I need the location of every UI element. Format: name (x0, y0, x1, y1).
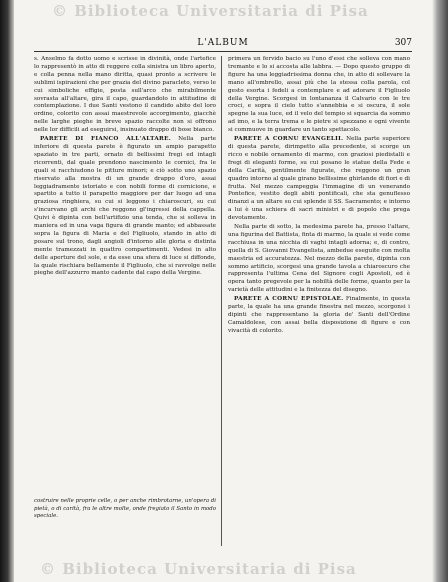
library-watermark: © Biblioteca Universitaria di Pisa (52, 2, 369, 20)
page-number: 307 (394, 38, 412, 48)
running-title: L'ALBUM (197, 38, 249, 48)
left-paragraph-2 (34, 136, 216, 278)
footnote: costruire nelle proprie celle, o per anche rimbrotarne, un'opera di pietà, o di carità, fra le altre molte, onde fregiato il Santo in modo speciale. (34, 498, 216, 520)
page-binding-shadow (0, 0, 14, 582)
column-divider (221, 56, 222, 546)
right-paragraph-1: primera un fervido bacio su l'uno d'essi che solleva con mano tremante e lo si accosta alle labbra. — Dopo questo gruppo di figure ha una leggiadrissima donna che, in atto di sollevare la mano all'ombrello, assai più che la stessa colla parola, col gesto esorta i fedeli a contemplare e ad adorare il Figliuolo della Vergine. Scorgesi in lontananza il Calvario con le tre croci, e sopra il cielo tutto s'annebbia e si oscura, il sole spegne la sua luce, ed il velo del tempio si squarcia da sommo ad imo, e la terra trema e le pietre si spezzano e ogni vivente si commuove in guardare un tanto spettacolo. (228, 56, 410, 134)
right-paragraph-2-text: Nella parte superiore di questa parete, dirimpetto alla precedente, si scorge un ricco e nobile ornamento di marmo, con graziosi piedistalli e fregi di eleganti forme, su cui posano le statue della Fede e della Carità, gentilmente figurate, che reggono un gran quadro intorno al quale girano bellissime ghirlande di fiori e di frutta. Nel mezzo campeggia l'immagine di un venerando Pontefice, vestito degli abiti pontificali, che sta genuflesso dinanzi a un altare su cui splende il SS. Sacramento; e intorno a lui è una schiera di sacri ministri e di popolo che prega devotamente. (228, 136, 410, 222)
left-paragraph-1: s. Anselmo fa dotto uomo e scrisse in divinità, onde l'artefice lo rappresentò in atto di reggere colla sinistra un libro aperto, e colla penna nella mano diritta, quasi pronto a scrivere le sublimi ispirazioni che per grazia del divino paracleto, verso le cui simboliche effigie, posta sull'arco che mirabilmente sovrasta all'altare, gira il capo, guardandolo in attitudine di contemplazione. I due Santi vestono il candido abito del loro ordine, colorito con assai maestrevole accorgimento, giacchè nelle larghe pieghe in breve spazio raccolte non si offrono nelle lor difficili ad eseguirsi, insinuato drappo di bose bianco. (34, 56, 216, 134)
footnote-block (34, 498, 216, 522)
page-edge-shadow (432, 0, 448, 582)
section-heading: PARETE A CORNU EPISTOLAE. (234, 296, 344, 303)
header-rule (34, 51, 412, 52)
right-paragraph-4 (228, 296, 410, 336)
right-paragraph-2 (228, 136, 410, 223)
library-watermark-bottom: © Biblioteca Universitaria di Pisa (40, 560, 357, 578)
right-column (228, 56, 410, 337)
section-heading: PARETE DI FIANCO ALL'ALTARE. (40, 136, 171, 143)
right-paragraph-3: Nella parte di sotto, la medesima parete ha, presso l'altare, una figurina del Battista, finta di marmo, la quale si vede come racchiusa in una nicchia di vaghi intagli adorna; e, di contro, quella di S. Giovanni Evangelista, ambedue eseguite con molta maestria ed accuratezza. Nel mezzo della parete, dipinta con sommo artificio, scorgesi una grande tavola a chiaroscuro che rappresenta l'ultima Cena del Signore cogli Apostoli, ed è opera tanto pregevole per la nobiltà delle forme, quanto per la varietà delle attitudini e la finitezza del disegno. (228, 224, 410, 294)
left-column (34, 56, 216, 279)
left-paragraph-2-text: Nella parte inferiore di questa parete è figurato un ampio parapetto spaziato in tre parti, ornato di bellissimi fregi ed intagli ricorrenti, dal quale prendono nascimento le cornici, fra le quali si racchiudono le pitture minori; e ciò sotto uno spazio riservato alla mostra di un grande drappo d'oro, assai leggiadramente istoriato e con nobili forme di cornicione, e spartito a tutto il parapetto maggiore per dar luogo ad una graziosa ringhiera, su cui si leggono i chiaroscuri, su cui s'incurvano gli archi che reggono gl'ingressi della cappella. Quivi è dipinta con bell'artifizio una tenda, che si solleva in maniera ed in una vaga figura di grande manto; ed abbassate sopra la figura di Maria e del Figliuolo, stando in atto di posare sul trono, dagli angioli d'intorno alle gloria e distinta mente tramezzati in quattro compartimenti. Vedesi in alto delle aperture del sole, e da esse una sfera di luce si diffonde, la quale rischiara bellamente il Figliuolo, che si ravvolge nelle pieghe dell'azzurro manto cadente dal capo della Vergine. (34, 136, 216, 277)
section-heading: PARETE A CORNU EVANGELII. (234, 136, 344, 143)
right-paragraph-4-text: Finalmente, in questa parte, la quale ha una grande finestra nel mezzo, scorgonsi i dipinti che rappresentano la gloria de' Santi dell'Ordine Camaldolese, con assai bella disposizione di figure e con vivacità di colorito. (228, 296, 411, 334)
